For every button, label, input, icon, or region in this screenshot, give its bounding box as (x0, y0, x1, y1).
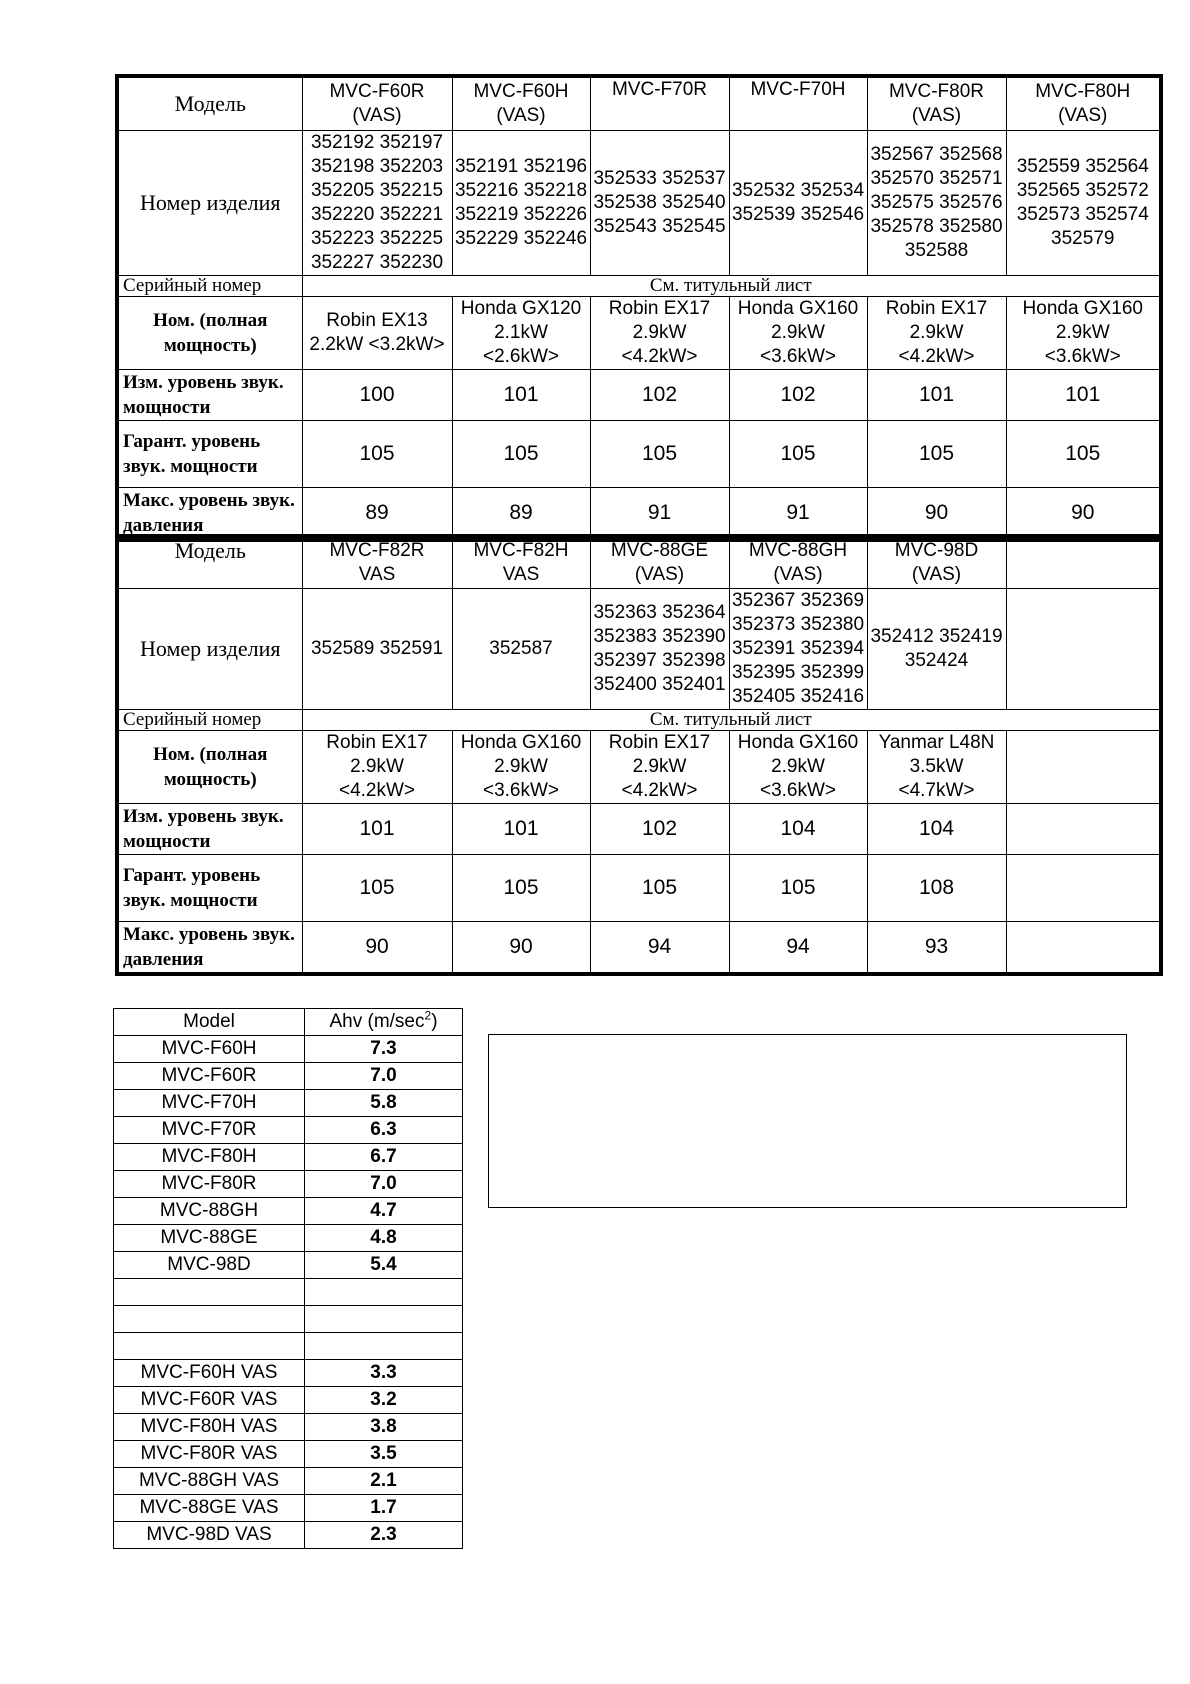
pressure-label: Макс. уровень звук. давления (117, 487, 302, 540)
ahv-model: MVC-F60H VAS (114, 1360, 305, 1387)
ahv-model: MVC-98D (114, 1252, 305, 1279)
pressure-value: 89 (452, 487, 590, 540)
power-cell: Robin EX17 2.9kW <4.2kW> (590, 296, 729, 369)
serial-label: Серийный номер (117, 275, 302, 296)
part-numbers: 352367 352369 352373 352380 352391 352394 352395 352399 352405 352416 (729, 588, 867, 709)
part-numbers-empty (1006, 588, 1161, 709)
serial-label: Серийный номер (117, 709, 302, 730)
part-numbers: 352532 352534 352539 352546 (729, 130, 867, 275)
pressure-value: 90 (302, 921, 452, 974)
sound-spec-table-1 (115, 74, 1163, 542)
ahv-value: 4.8 (305, 1225, 463, 1252)
ahv-value (305, 1279, 463, 1306)
measured-label: Изм. уровень звук. мощности (117, 369, 302, 420)
guaranteed-value: 105 (302, 420, 452, 487)
ahv-value: 5.4 (305, 1252, 463, 1279)
ahv-row (114, 1117, 463, 1144)
measured-value: 104 (867, 803, 1006, 854)
ahv-value: 7.0 (305, 1171, 463, 1198)
ahv-value: 7.0 (305, 1063, 463, 1090)
part-numbers: 352567 352568 352570 352571 352575 352576 352578 352580 352588 (867, 130, 1006, 275)
ahv-model: MVC-88GH (114, 1198, 305, 1225)
part-number-label: Номер изделия (117, 130, 302, 275)
measured-value: 101 (302, 803, 452, 854)
pressure-value: 89 (302, 487, 452, 540)
pressure-value: 90 (867, 487, 1006, 540)
ahv-model: MVC-F60R (114, 1063, 305, 1090)
ahv-value: 2.3 (305, 1522, 463, 1549)
part-numbers: 352363 352364 352383 352390 352397 352398 352400 352401 (590, 588, 729, 709)
ahv-row (114, 1414, 463, 1441)
measured-value: 101 (1006, 369, 1161, 420)
ahv-row (114, 1036, 463, 1063)
ahv-row (114, 1279, 463, 1306)
part-numbers: 352589 352591 (302, 588, 452, 709)
measured-value: 102 (590, 803, 729, 854)
ahv-model: MVC-F80H (114, 1144, 305, 1171)
ahv-model: MVC-F80R (114, 1171, 305, 1198)
ahv-model (114, 1306, 305, 1333)
guaranteed-label: Гарант. уровень звук. мощности (117, 854, 302, 921)
part-number-row (117, 588, 1161, 709)
serial-note: См. титульный лист (302, 709, 1161, 730)
pressure-row (117, 487, 1161, 540)
model-cell: MVC-F70R (590, 76, 729, 130)
power-label: Ном. (полная мощность) (117, 296, 302, 369)
pressure-value: 91 (729, 487, 867, 540)
guaranteed-value: 105 (452, 420, 590, 487)
power-cell: Honda GX160 2.9kW <3.6kW> (729, 730, 867, 803)
ahv-value: 4.7 (305, 1198, 463, 1225)
ahv-row (114, 1252, 463, 1279)
model-cell-empty (1006, 536, 1161, 588)
part-numbers: 352533 352537 352538 352540 352543 352545 (590, 130, 729, 275)
guaranteed-value: 105 (729, 854, 867, 921)
model-cell: MVC-98D (VAS) (867, 536, 1006, 588)
ahv-model: MVC-88GH VAS (114, 1468, 305, 1495)
pressure-value (1006, 921, 1161, 974)
ahv-body (114, 1036, 463, 1549)
power-cell: Yanmar L48N 3.5kW <4.7kW> (867, 730, 1006, 803)
measured-row (117, 369, 1161, 420)
ahv-value: 5.8 (305, 1090, 463, 1117)
guaranteed-value: 105 (867, 420, 1006, 487)
pressure-value: 94 (729, 921, 867, 974)
ahv-row (114, 1225, 463, 1252)
ahv-row (114, 1171, 463, 1198)
measured-value: 102 (729, 369, 867, 420)
power-cell: Robin EX17 2.9kW <4.2kW> (590, 730, 729, 803)
ahv-value: 2.1 (305, 1468, 463, 1495)
guaranteed-row (117, 420, 1161, 487)
ahv-row (114, 1387, 463, 1414)
model-cell: MVC-F82H VAS (452, 536, 590, 588)
ahv-row (114, 1198, 463, 1225)
power-cell: Honda GX160 2.9kW <3.6kW> (1006, 296, 1161, 369)
ahv-value (305, 1333, 463, 1360)
ahv-row (114, 1468, 463, 1495)
model-cell: MVC-F80H (VAS) (1006, 76, 1161, 130)
guaranteed-value (1006, 854, 1161, 921)
ahv-model: MVC-F80R VAS (114, 1441, 305, 1468)
measured-value: 102 (590, 369, 729, 420)
ahv-header-model: Model (114, 1009, 305, 1036)
ahv-value: 1.7 (305, 1495, 463, 1522)
power-cell: Honda GX160 2.9kW <3.6kW> (452, 730, 590, 803)
model-cell: MVC-88GH (VAS) (729, 536, 867, 588)
measured-value: 101 (452, 369, 590, 420)
guaranteed-value: 105 (590, 854, 729, 921)
ahv-model (114, 1333, 305, 1360)
ahv-header-row (114, 1009, 463, 1036)
ahv-row (114, 1306, 463, 1333)
ahv-value (305, 1306, 463, 1333)
ahv-value: 6.7 (305, 1144, 463, 1171)
ahv-model: MVC-F80H VAS (114, 1414, 305, 1441)
serial-note: См. титульный лист (302, 275, 1161, 296)
ahv-row (114, 1441, 463, 1468)
model-cell: MVC-F60R (VAS) (302, 76, 452, 130)
measured-value: 100 (302, 369, 452, 420)
guaranteed-value: 105 (1006, 420, 1161, 487)
measured-row (117, 803, 1161, 854)
model-cell: MVC-F70H (729, 76, 867, 130)
pressure-row (117, 921, 1161, 974)
ahv-row (114, 1495, 463, 1522)
part-numbers: 352559 352564 352565 352572 352573 352574 352579 (1006, 130, 1161, 275)
pressure-value: 94 (590, 921, 729, 974)
part-number-row (117, 130, 1161, 275)
model-cell: MVC-F80R (VAS) (867, 76, 1006, 130)
guaranteed-value: 105 (452, 854, 590, 921)
power-cell: Robin EX17 2.9kW <4.2kW> (302, 730, 452, 803)
ahv-row (114, 1090, 463, 1117)
serial-row (117, 275, 1161, 296)
pressure-label: Макс. уровень звук. давления (117, 921, 302, 974)
serial-row (117, 709, 1161, 730)
power-cell: Robin EX13 2.2kW <3.2kW> (302, 296, 452, 369)
ahv-model: MVC-F70R (114, 1117, 305, 1144)
ahv-value: 6.3 (305, 1117, 463, 1144)
power-row (117, 730, 1161, 803)
ahv-model: MVC-F60H (114, 1036, 305, 1063)
part-number-label: Номер изделия (117, 588, 302, 709)
measured-value: 101 (867, 369, 1006, 420)
guaranteed-value: 105 (302, 854, 452, 921)
model-cell: MVC-F82R VAS (302, 536, 452, 588)
model-cell: MVC-88GE (VAS) (590, 536, 729, 588)
model-label: Модель (117, 76, 302, 130)
model-label: Модель (117, 536, 302, 588)
pressure-value: 90 (1006, 487, 1161, 540)
pressure-value: 91 (590, 487, 729, 540)
ahv-value: 3.2 (305, 1387, 463, 1414)
ahv-row (114, 1333, 463, 1360)
ahv-model: MVC-88GE (114, 1225, 305, 1252)
part-numbers: 352191 352196 352216 352218 352219 352226 352229 352246 (452, 130, 590, 275)
guaranteed-value: 105 (729, 420, 867, 487)
power-row (117, 296, 1161, 369)
power-label: Ном. (полная мощность) (117, 730, 302, 803)
part-numbers: 352587 (452, 588, 590, 709)
measured-value: 104 (729, 803, 867, 854)
ahv-value: 3.8 (305, 1414, 463, 1441)
ahv-value: 7.3 (305, 1036, 463, 1063)
pressure-value: 90 (452, 921, 590, 974)
measured-label: Изм. уровень звук. мощности (117, 803, 302, 854)
measured-value (1006, 803, 1161, 854)
part-numbers: 352192 352197 352198 352203 352205 352215 352220 352221 352223 352225 352227 352230 (302, 130, 452, 275)
power-cell-empty (1006, 730, 1161, 803)
ahv-model (114, 1279, 305, 1306)
guaranteed-row (117, 854, 1161, 921)
ahv-row (114, 1360, 463, 1387)
part-numbers: 352412 352419 352424 (867, 588, 1006, 709)
sound-spec-table-2 (115, 534, 1163, 976)
pressure-value: 93 (867, 921, 1006, 974)
guaranteed-label: Гарант. уровень звук. мощности (117, 420, 302, 487)
ahv-model: MVC-F70H (114, 1090, 305, 1117)
power-cell: Honda GX120 2.1kW <2.6kW> (452, 296, 590, 369)
power-cell: Honda GX160 2.9kW <3.6kW> (729, 296, 867, 369)
empty-note-box (488, 1034, 1127, 1208)
ahv-row (114, 1144, 463, 1171)
model-row (117, 536, 1161, 588)
guaranteed-value: 108 (867, 854, 1006, 921)
ahv-model: MVC-F60R VAS (114, 1387, 305, 1414)
model-row (117, 76, 1161, 130)
ahv-row (114, 1522, 463, 1549)
model-cell: MVC-F60H (VAS) (452, 76, 590, 130)
ahv-model: MVC-98D VAS (114, 1522, 305, 1549)
measured-value: 101 (452, 803, 590, 854)
vibration-ahv-table (113, 1008, 463, 1549)
power-cell: Robin EX17 2.9kW <4.2kW> (867, 296, 1006, 369)
guaranteed-value: 105 (590, 420, 729, 487)
ahv-model: MVC-88GE VAS (114, 1495, 305, 1522)
ahv-row (114, 1063, 463, 1090)
ahv-header-value: Ahv $(m/\sec^2)$ (305, 1009, 463, 1036)
ahv-value: 3.5 (305, 1441, 463, 1468)
ahv-value: 3.3 (305, 1360, 463, 1387)
